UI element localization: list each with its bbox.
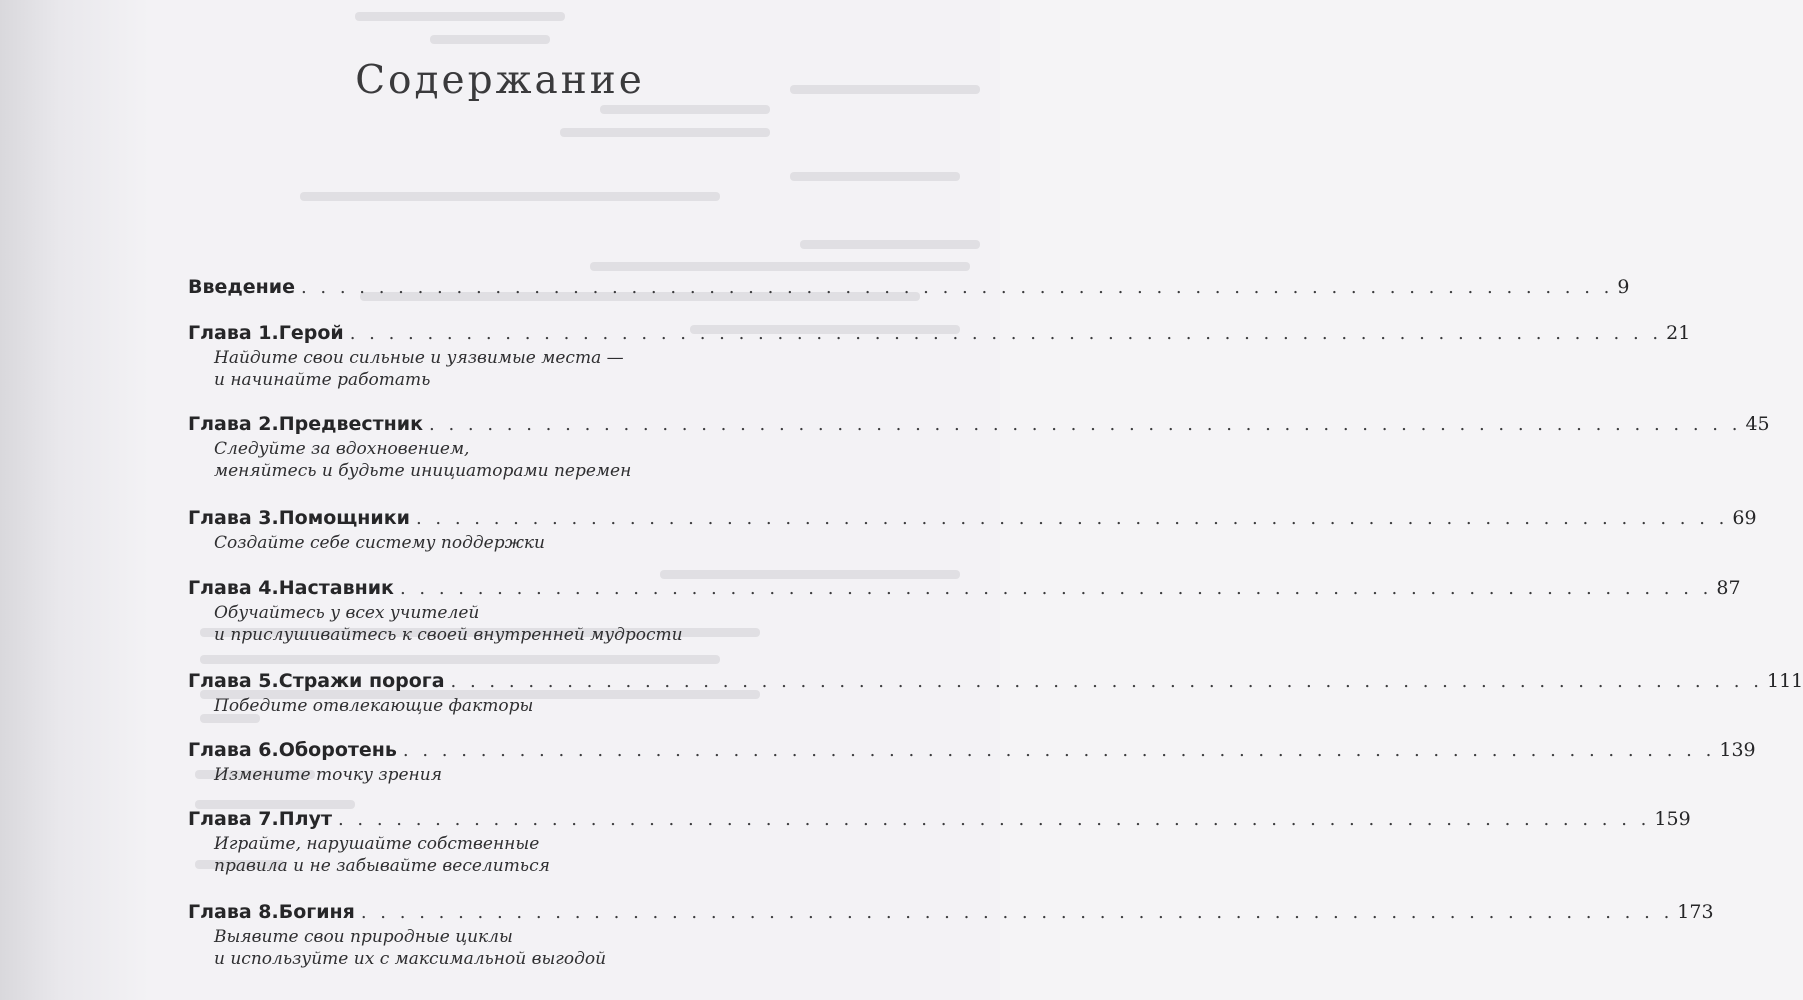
toc-entry-chapter-7	[188, 806, 1691, 877]
chapter-title: Плут	[278, 808, 332, 830]
page-number: 87	[1716, 577, 1741, 599]
chapter-subtitle-line: и используйте их с максимальной выгодой	[214, 949, 607, 969]
chapter-title: Стражи порога	[278, 670, 445, 692]
chapter-subtitle-line: Выявите свои природные циклы	[214, 927, 513, 947]
chapter-subtitle-line: Играйте, нарушайте собственные	[214, 834, 540, 854]
chapter-number: Глава 7.	[188, 808, 279, 830]
entry-title: Введение	[188, 276, 295, 298]
chapter-title: Богиня	[278, 901, 355, 923]
chapter-subtitle-line: Обучайтесь у всех учителей	[214, 603, 480, 623]
toc-entry-chapter-6	[188, 737, 1756, 786]
chapter-title: Предвестник	[278, 413, 424, 435]
dot-leader: . . . . . . . . . . . . . . . . . . . . . . . . . . . . . . . . . . . . . . . . . . . . . . . . . . . . . . . . . . . . . . . . . . . .	[337, 809, 1651, 830]
chapter-number: Глава 8.	[188, 901, 279, 923]
page-number: 9	[1617, 276, 1630, 298]
chapter-subtitle-line: и начинайте работать	[214, 370, 431, 390]
toc-entry-chapter-4	[188, 575, 1741, 646]
page-number: 111	[1766, 670, 1803, 692]
chapter-number: Глава 1.	[188, 322, 279, 344]
chapter-subtitle-line: Найдите свои сильные и уязвимые места —	[214, 348, 624, 368]
chapter-subtitle-line: Победите отвлекающие факторы	[214, 696, 534, 716]
toc-entry-chapter-2	[188, 411, 1770, 482]
chapter-title: Помощники	[278, 507, 410, 529]
chapter-subtitle-line: и прислушивайтесь к своей внутренней мудрости	[214, 625, 683, 645]
dot-leader: . . . . . . . . . . . . . . . . . . . . . . . . . . . . . . . . . . . . . . . . . . . . . . . . . . . . . . . . . . . . . . . . . . . .	[450, 671, 1763, 692]
chapter-subtitle-line: Следуйте за вдохновением,	[214, 439, 470, 459]
dot-leader: . . . . . . . . . . . . . . . . . . . . . . . . . . . . . . . . . . . . . . . . . . . . . . . . . . . . . . . . . . . . . . . . . . . .	[415, 508, 1729, 529]
chapter-subtitle-line: Измените точку зрения	[214, 765, 442, 785]
page-number: 21	[1666, 322, 1691, 344]
chapter-number: Глава 5.	[188, 670, 279, 692]
chapter-title: Оборотень	[278, 739, 397, 761]
chapter-subtitle-line: правила и не забывайте веселиться	[214, 856, 550, 876]
chapter-title: Герой	[278, 322, 344, 344]
dot-leader: . . . . . . . . . . . . . . . . . . . . . . . . . . . . . . . . . . . . . . . . . . . . . . . . . . . . . . . . . . . . . . . . . . . .	[360, 902, 1674, 923]
dot-leader: . . . . . . . . . . . . . . . . . . . . . . . . . . . . . . . . . . . . . . . . . . . . . . . . . . . . . . . . . . . . . . . . . . . .	[402, 740, 1716, 761]
page-number: 69	[1732, 507, 1757, 529]
page-title: Содержание	[355, 58, 645, 103]
dot-leader: . . . . . . . . . . . . . . . . . . . . . . . . . . . . . . . . . . . . . . . . . . . . . . . . . . . . . . . . . . . . . . . . . . . .	[399, 578, 1713, 599]
page-number: 159	[1654, 808, 1691, 830]
toc-entry-chapter-1	[188, 320, 1691, 391]
chapter-title: Наставник	[278, 577, 394, 599]
dot-leader: . . . . . . . . . . . . . . . . . . . . . . . . . . . . . . . . . . . . . . . . . . . . . . . . . . . . . . . . . . . . . . . . . . . .	[429, 414, 1742, 435]
toc-entry-introduction	[188, 274, 1630, 301]
page-number: 139	[1719, 739, 1756, 761]
page-number: 45	[1745, 413, 1770, 435]
chapter-number: Глава 2.	[188, 413, 279, 435]
chapter-number: Глава 4.	[188, 577, 279, 599]
toc-entry-chapter-3	[188, 505, 1757, 554]
chapter-subtitle-line: меняйтесь и будьте инициаторами перемен	[214, 461, 632, 481]
page-gutter-shadow	[0, 0, 150, 1000]
dot-leader: . . . . . . . . . . . . . . . . . . . . . . . . . . . . . . . . . . . . . . . . . . . . . . . . . . . . . . . . . . . . . . . . . . . .	[349, 323, 1663, 344]
chapter-number: Глава 6.	[188, 739, 279, 761]
toc-entry-chapter-5	[188, 668, 1803, 717]
dot-leader: . . . . . . . . . . . . . . . . . . . . . . . . . . . . . . . . . . . . . . . . . . . . . . . . . . . . . . . . . . . . . . . . . . . .	[300, 277, 1614, 298]
chapter-number: Глава 3.	[188, 507, 279, 529]
page-number: 173	[1677, 901, 1714, 923]
chapter-subtitle-line: Создайте себе систему поддержки	[214, 533, 546, 553]
toc-entry-chapter-8	[188, 899, 1714, 970]
